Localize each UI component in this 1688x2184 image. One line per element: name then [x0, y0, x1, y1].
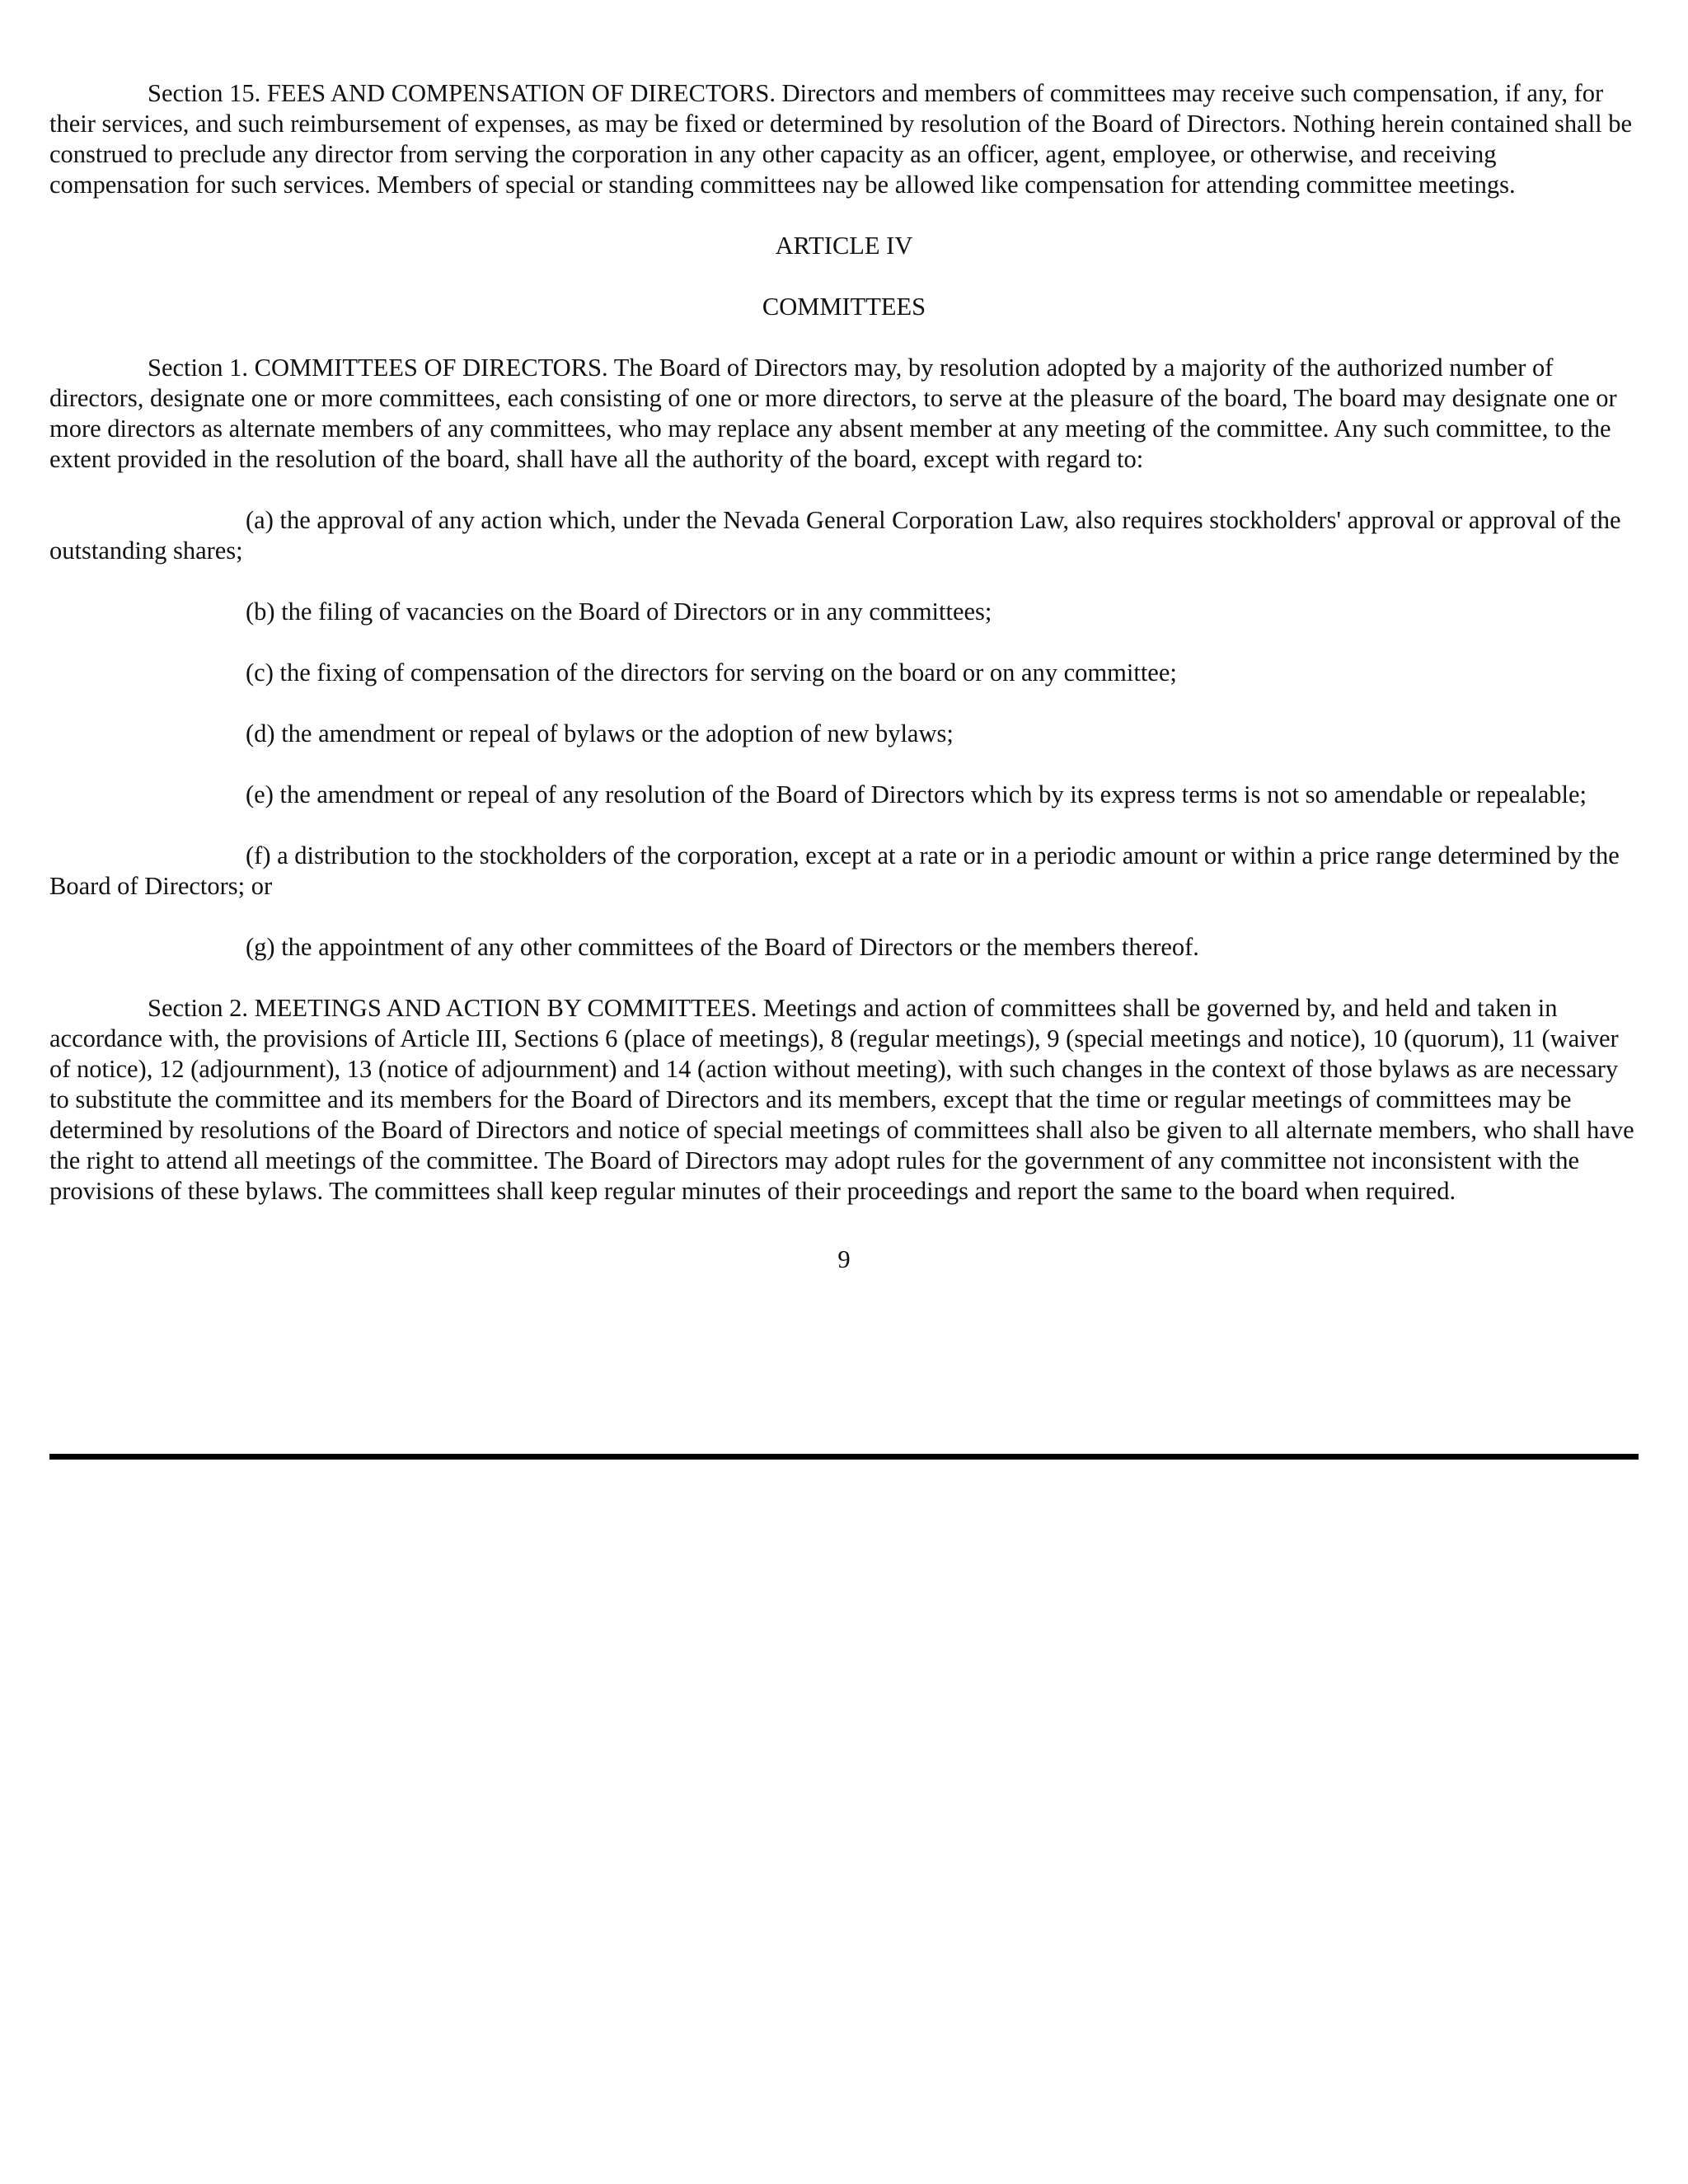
- article-subtitle: COMMITTEES: [762, 293, 926, 321]
- list-item-a: (a) the approval of any action which, under the Nevada General Corporation Law, also requires stockholders' approval or approval of the outstanding shares;: [49, 506, 1621, 565]
- list-item-c: (c) the fixing of compensation of the directors for serving on the board or on any committee;: [246, 658, 1177, 687]
- list-item-b: (b) the filing of vacancies on the Board of Directors or in any committees;: [246, 598, 992, 626]
- page-number: 9: [837, 1245, 851, 1273]
- list-item-e: (e) the amendment or repeal of any resolution of the Board of Directors which by its express terms is not so amendable or repealable;: [246, 780, 1587, 808]
- document-page: [49, 78, 1639, 1275]
- list-item-d: (d) the amendment or repeal of bylaws or the adoption of new bylaws;: [246, 719, 954, 748]
- section-15-paragraph: Section 15. FEES AND COMPENSATION OF DIRECTORS. Directors and members of committees may receive such compensation, if any, for their services, and such reimbursement of expenses, as may be fixed or determined by resolution of the Board of Directors. Nothing herein contained shall be construed to preclude any director from serving the corporation in any other capacity as an officer, agent, employee, or otherwise, and receiving compensation for such services. Members of special or standing committees nay be allowed like compensation for attending committee meetings.: [49, 79, 1633, 199]
- page-divider: [49, 1454, 1639, 1460]
- list-item-g: (g) the appointment of any other committees of the Board of Directors or the members thereof.: [246, 933, 1199, 961]
- section-2-paragraph: Section 2. MEETINGS AND ACTION BY COMMITTEES. Meetings and action of committees shall be governed by, and held and taken in accordance with, the provisions of Article III, Sections 6 (place of meetings), 8 (regular meetings), 9 (special meetings and notice), 10 (quorum), 11 (waiver of notice), 12 (adjournment), 13 (notice of adjournment) and 14 (action without meeting), with such changes in the context of those bylaws as are necessary to substitute the committee and its members for the Board of Directors and its members, except that the time or regular meetings of committees may be determined by resolutions of the Board of Directors and notice of special meetings of committees shall also be given to all alternate members, who shall have the right to attend all meetings of the committee. The Board of Directors may adopt rules for the government of any committee not inconsistent with the provisions of these bylaws. The committees shall keep regular minutes of their proceedings and report the same to the board when required.: [49, 994, 1634, 1205]
- article-title: ARTICLE IV: [775, 232, 913, 260]
- list-item-f: (f) a distribution to the stockholders of the corporation, except at a rate or in a periodic amount or within a price range determined by the Board of Directors; or: [49, 841, 1620, 900]
- section-1-paragraph: Section 1. COMMITTEES OF DIRECTORS. The Board of Directors may, by resolution adopted by a majority of the authorized number of directors, designate one or more committees, each consisting of one or more directors, to serve at the pleasure of the board, The board may designate one or more directors as alternate members of any committees, who may replace any absent member at any meeting of the committee. Any such committee, to the extent provided in the resolution of the board, shall have all the authority of the board, except with regard to:: [49, 354, 1617, 473]
